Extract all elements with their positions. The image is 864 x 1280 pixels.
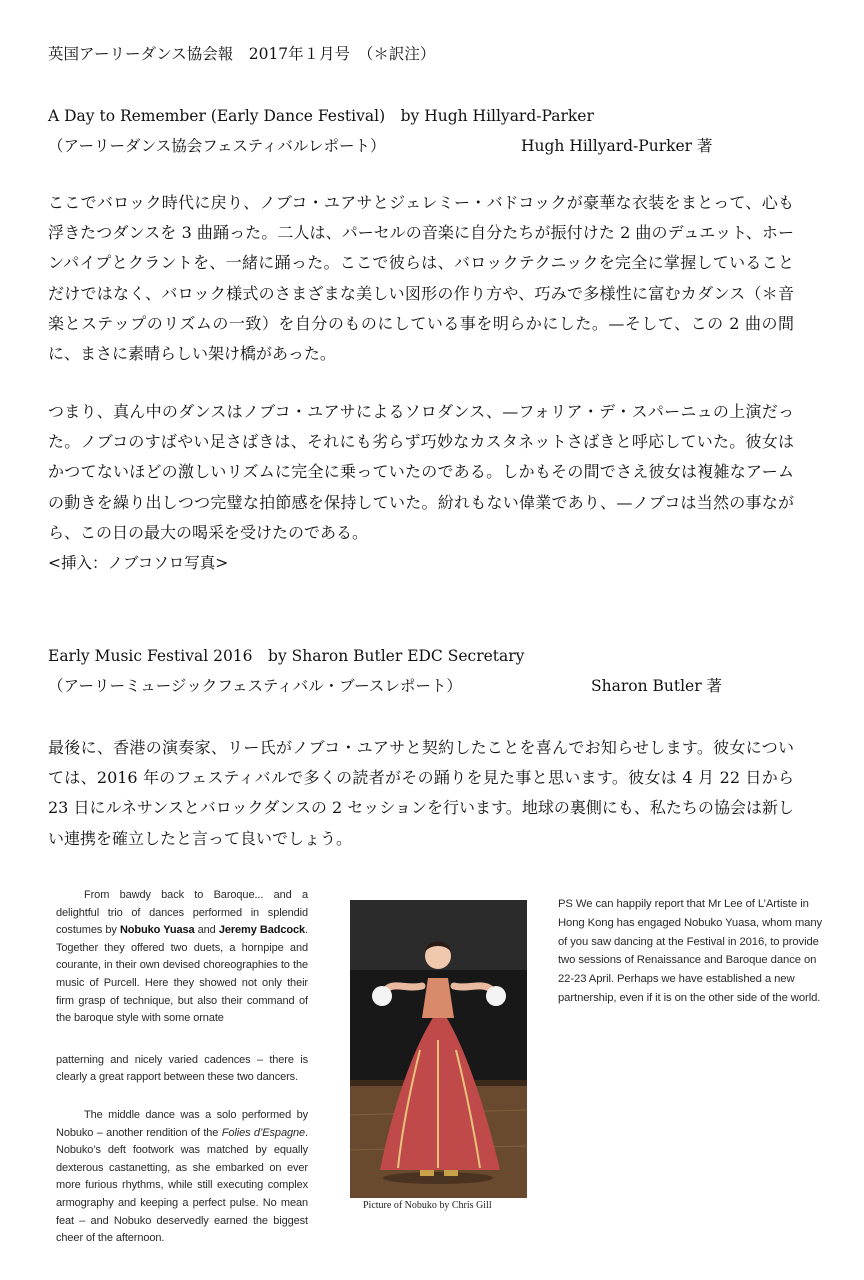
article1-subtitle: （アーリーダンス協会フェスティバルレポート） — [48, 137, 386, 155]
clipping-text: . Together they offered two duets, a hornpipe and courante, in their own devised choreographies to the music of Purcell. Here they showed not only their firm grasp of technique, but also their command of the baroque style with some ornate — [56, 924, 309, 1025]
article2-subtitle: （アーリーミュージックフェスティバル・ブースレポート） — [48, 677, 462, 695]
photo-insert-note: <挿入：ノブコソロ写真> — [48, 554, 229, 572]
dancer-name-nobuko: Nobuko Yuasa — [119, 924, 195, 937]
clipping-italic-title: Folies d’Espagne — [221, 1126, 306, 1139]
newsletter-clipping-right: PS We can happily report that Mr Lee of L’Artiste in Hong Kong has engaged Nobuko Yuasa, whom many of you saw dancing at the Festival in 2016, to provide two sessions of Renaissance and Baroque dance on 22-23 April. Perhaps we have established a new partnership, even if it is on the other side of the world. — [558, 898, 823, 1004]
dancer-photo — [350, 900, 527, 1198]
article2-paragraph-1: 最後に、香港の演奏家、リー氏がノブコ・ユアサと契約したことを喜んでお知らせします。彼女については、2016 年のフェスティバルで多くの読者がその踊りを見た事と思います。彼女は 4 月 22 日から 23 日にルネサンスとバロックダンスの 2 セッションを行います。地球の裏側にも、私たちの協会は新しい連携を確立したと言って良いでしょう。 — [48, 738, 794, 848]
dancer-name-jeremy: Jeremy Badcock — [218, 924, 306, 937]
article2-author: Sharon Butler 著 — [591, 677, 723, 695]
article1-paragraph-2: つまり、真ん中のダンスはノブコ・ユアサによるソロダンス、—フォリア・デ・スパーニュの上演だった。ノブコのすばやい足さばきは、それにも劣らず巧妙なカスタネットさばきと呼応していた。彼女はかつてないほどの激しいリズムに完全に乗っていたのである。しかもその間でさえ彼女は複雑なアームの動きを繰り出しつつ完璧な拍節感を保持していた。紛れもない偉業であり、—ノブコは当然の事ながら、この日の最大の喝采を受けたのである。 — [48, 402, 794, 542]
article1-paragraph-1: ここでバロック時代に戻り、ノブコ・ユアサとジェレミー・バドコックが豪華な衣装をまとって、心も浮きたつダンスを 3 曲踊った。二人は、パーセルの音楽に自分たちが振付けた 2 曲のデュエット、ホーンパイプとクラントを、一緒に踊った。ここで彼らは、バロックテクニックを完全に掌握していることだけではなく、バロック様式のさまざまな美しい図形の作り方や、巧みで多様性に富むカダンス（＊音楽とステップのリズムの一致）を自分のものにしている事を明らかにした。—そして、この 2 曲の間に、まさに素晴らしい架け橋があった。 — [48, 193, 794, 364]
article1-author: Hugh Hillyard-Purker 著 — [521, 137, 713, 155]
newsletter-clipping-left — [56, 887, 308, 1248]
newsletter-header: 英国アーリーダンス協会報 2017年１月号 （＊訳注） — [48, 45, 436, 63]
clipping-text: . Nobuko’s deft footwork was matched by equally dexterous castanetting, as she embarked on ever more furious rhythms, while still executing complex armography and keeping a perfect pulse. No mean feat – and Nobuko deservedly earned the biggest cheer of the afternoon. — [56, 1126, 308, 1245]
clipping-text: The middle dance was a solo performed by Nobuko – another rendition of the — [56, 1108, 308, 1139]
photo-caption: Picture of Nobuko by Chris Gill — [363, 1200, 492, 1211]
dancer-photo-illustration — [350, 900, 527, 1198]
clipping-paragraph-2: patterning and nicely varied cadences – there is clearly a great rapport between these two dancers. — [56, 1053, 308, 1084]
article2-title: Early Music Festival 2016 by Sharon Butler EDC Secretary — [48, 647, 525, 665]
clipping-text: From bawdy back to Baroque... and a delightful trio of dances performed in splendid costumes by — [56, 889, 308, 937]
article1-title: A Day to Remember (Early Dance Festival) by Hugh Hillyard-Parker — [48, 107, 594, 125]
clipping-text-and: and — [194, 924, 219, 937]
